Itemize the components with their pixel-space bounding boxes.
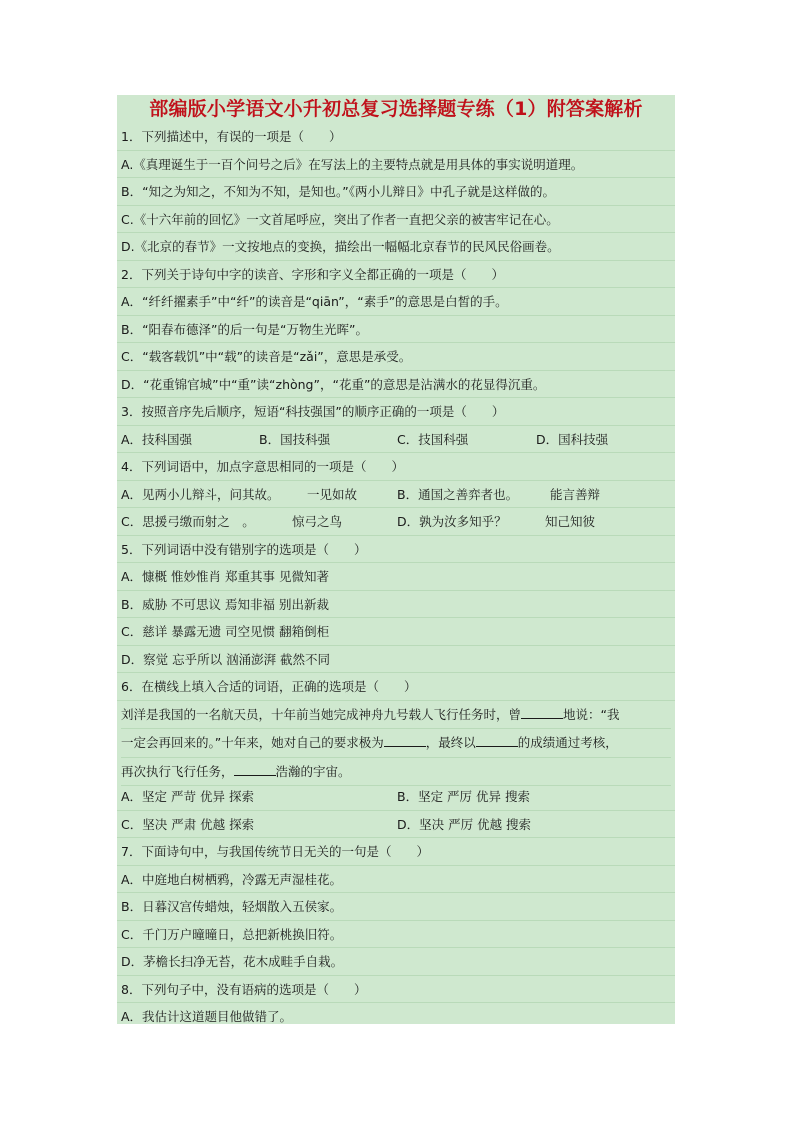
question-4-option-d: D．孰为汝多知乎？: [397, 514, 507, 529]
page-title: 部编版小学语文小升初总复习选择题专练（1）附答案解析: [149, 98, 643, 120]
question-2-option-d: D．“花重锦官城”中“重”读“zhòng”，“花重”的意思是沾满水的花显得沉重。: [117, 371, 675, 399]
passage-text: ，最终以: [425, 735, 476, 750]
passage-text: 浩瀚的宇宙。: [275, 763, 351, 779]
document-page: [117, 95, 675, 1024]
passage-text: 地说：“我: [563, 706, 620, 722]
question-2-stem: 2．下列关于诗句中字的读音、字形和字义全都正确的一项是（ ）: [117, 261, 675, 289]
question-3-option-b: B．国技科强: [259, 431, 331, 447]
question-6-stem: 6．在横线上填入合适的词语，正确的选项是（ ）: [117, 673, 675, 701]
passage-text: 再次执行飞行任务，: [121, 763, 234, 779]
question-6-option-a: A．坚定 严苛 优异 探索: [121, 789, 254, 804]
question-7-option-c: C．千门万户曈曈日，总把新桃换旧符。: [117, 921, 675, 949]
question-3-options: [117, 426, 675, 454]
question-7-option-b: B．日暮汉宫传蜡烛，轻烟散入五侯家。: [117, 893, 675, 921]
question-5-option-b: B．威胁 不可思议 焉知非福 别出新裁: [117, 591, 675, 619]
question-1-option-c: C.《十六年前的回忆》一文首尾呼应，突出了作者一直把父亲的被害牢记在心。: [117, 206, 675, 234]
question-1-option-a: A.《真理诞生于一百个问号之后》在写法上的主要特点就是用具体的事实说明道理。: [117, 151, 675, 179]
question-4-options-row-2: [117, 508, 675, 536]
question-4-option-b-word: 能言善辩: [550, 486, 601, 502]
fill-blank: [476, 732, 518, 747]
question-4-option-a-word: 一见如故: [307, 486, 358, 502]
fill-blank: [234, 761, 276, 776]
question-4-options-row-1: [117, 481, 675, 509]
question-8-option-a: A．我估计这道题目他做错了。: [121, 1009, 293, 1024]
question-1-stem: 1．下列描述中，有误的一项是（ ）: [117, 123, 675, 151]
question-6-passage: [117, 701, 675, 787]
passage-line-2: [121, 729, 671, 758]
question-2-option-a: A．“纤纤擢素手”中“纤”的读音是“qiān”，“素手”的意思是白皙的手。: [117, 288, 675, 316]
fill-blank: [384, 732, 426, 747]
question-7-stem: 7．下面诗句中，与我国传统节日无关的一句是（ ）: [117, 838, 675, 866]
question-1-option-d: D.《北京的春节》一文按地点的变换，描绘出一幅幅北京春节的民风民俗画卷。: [117, 233, 675, 261]
question-6-option-c: C．坚决 严肃 优越 探索: [121, 816, 255, 832]
question-6-options-row-1: [117, 783, 675, 811]
question-4-option-b: B．通国之善弈者也。: [397, 486, 519, 502]
question-5-option-d: D．察觉 忘乎所以 汹涌澎湃 截然不同: [117, 646, 675, 674]
question-6-option-b: B．坚定 严厉 优异 搜索: [397, 789, 530, 804]
question-4-option-c-word: 惊弓之鸟: [292, 514, 343, 529]
question-3-stem: 3．按照音序先后顺序，短语“科技强国”的顺序正确的一项是（ ）: [117, 398, 675, 426]
passage-text: 刘洋是我国的一名航天员，十年前当她完成神舟九号载人飞行任务时，曾: [121, 706, 522, 722]
passage-text: 一定会再回来的。”十年来，她对自己的要求极为: [121, 735, 384, 750]
question-7-option-d: D．茅檐长扫净无苔，花木成畦手自栽。: [117, 948, 675, 976]
question-3-option-a: A．技科国强: [121, 431, 193, 447]
question-3-option-d: D．国科技强: [536, 431, 609, 447]
passage-text: 的成绩通过考核，: [517, 735, 618, 750]
question-5-option-a: A．慷概 惟妙惟肖 郑重其事 见微知著: [117, 563, 675, 591]
question-3-option-c: C．技国科强: [397, 431, 469, 447]
question-8-stem: 8．下列句子中，没有语病的选项是（ ）: [117, 976, 675, 1004]
question-2-option-b: B．“阳春布德泽”的后一句是“万物生光晖”。: [117, 316, 675, 344]
question-6-options-row-2: [117, 811, 675, 839]
passage-line-3: [121, 758, 671, 787]
question-1-option-b: B．“知之为知之，不知为不知，是知也。”《两小儿辩日》中孔子就是这样做的。: [117, 178, 675, 206]
question-5-option-c: C．慈详 暴露无遗 司空见惯 翻箱倒柜: [117, 618, 675, 646]
question-6-option-d: D．坚决 严厉 优越 搜索: [397, 816, 532, 832]
question-4-stem: 4．下列词语中，加点字意思相同的一项是（ ）: [117, 453, 675, 481]
fill-blank: [521, 704, 563, 719]
question-4-option-a: A．见两小儿辩斗，问其故。: [121, 486, 280, 502]
passage-line-1: [121, 701, 671, 730]
question-7-option-a: A．中庭地白树栖鸦，冷露无声湿桂花。: [117, 866, 675, 894]
question-5-stem: 5．下列词语中没有错别字的选项是（ ）: [117, 536, 675, 564]
question-2-option-c: C．“载客载饥”中“载”的读音是“zǎi”，意思是承受。: [117, 343, 675, 371]
question-4-option-d-word: 知己知彼: [545, 514, 596, 529]
question-4-option-c: C．思援弓缴而射之 。: [121, 514, 255, 529]
